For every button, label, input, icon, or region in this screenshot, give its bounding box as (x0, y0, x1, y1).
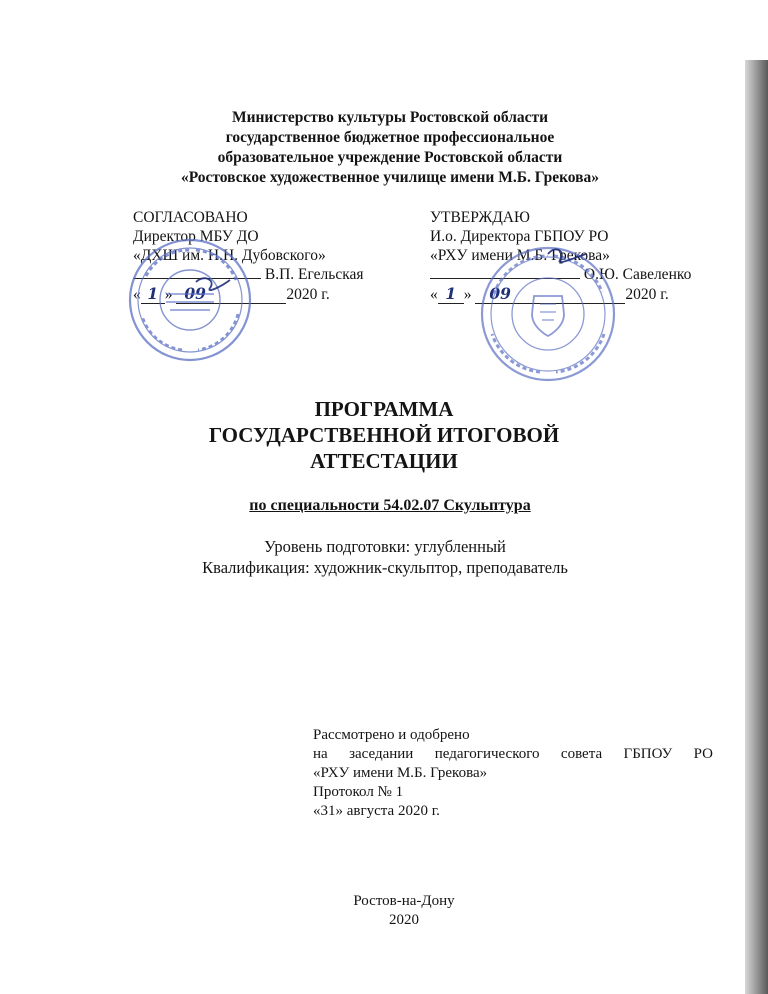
approval-signer: В.П. Егельская (264, 266, 364, 283)
specialty-line: по специальности 54.02.07 Скульптура (249, 497, 531, 514)
footer-year: 2020 (389, 912, 419, 928)
review-word: педагогического (434, 746, 540, 762)
review-line-4: Протокол № 1 (313, 784, 404, 800)
review-line-2 (313, 745, 713, 764)
approval-position: Директор МБУ ДО (133, 228, 259, 245)
approval-signer: О.Ю. Савеленко (583, 266, 692, 283)
header-line-1: Министерство культуры Ростовской области (231, 109, 549, 126)
approval-signature-line (133, 265, 373, 284)
header-line-4: «Ростовское художественное училище имени М.Б. Грекова» (180, 169, 600, 186)
footer-city: Ростов-на-Дону (353, 893, 455, 909)
signature-blank (430, 278, 580, 279)
date-quote-open: « (133, 286, 141, 303)
signature-blank (133, 278, 261, 279)
header-line-2: государственное бюджетное профессиональное (225, 129, 555, 146)
approval-date (430, 284, 710, 303)
approval-heading: СОГЛАСОВАНО (133, 209, 248, 226)
review-line-3: «РХУ имени М.Б. Грекова» (313, 765, 488, 781)
training-level: Уровень подготовки: углубленный (264, 537, 506, 556)
date-month: 09 (176, 284, 286, 304)
approval-heading: УТВЕРЖДАЮ (430, 209, 530, 226)
scan-edge-shadow (745, 60, 768, 994)
institution-header (120, 108, 660, 188)
review-line-5: «31» августа 2020 г. (313, 803, 440, 819)
review-word: заседании (349, 746, 414, 762)
review-word: совета (560, 746, 603, 762)
header-line-3: образовательное учреждение Ростовской области (217, 149, 563, 166)
review-word: на (313, 746, 328, 762)
qualification: Квалификация: художник-скульптор, преподаватель (202, 558, 568, 577)
approval-block-agreed (133, 208, 373, 303)
date-day: 1 (141, 284, 165, 304)
approval-position: И.о. Директора ГБПОУ РО (430, 228, 609, 245)
date-day: 1 (438, 284, 464, 304)
date-quote-close: » (164, 286, 173, 303)
review-word: РО (693, 746, 713, 762)
date-year: 2020 г. (625, 286, 669, 303)
review-note (313, 726, 713, 821)
approval-organization: «РХУ имени М.Б. Грекова» (430, 247, 610, 264)
date-year: 2020 г. (286, 286, 330, 303)
approval-signature-line (430, 265, 710, 284)
title-line-1: ПРОГРАММА (314, 397, 454, 421)
approval-date (133, 284, 373, 303)
place-and-year (334, 892, 474, 930)
date-month: 09 (475, 284, 625, 304)
title-line-2: ГОСУДАРСТВЕННОЙ ИТОГОВОЙ (208, 423, 560, 447)
approval-organization: «ДХШ им. Н.Н. Дубовского» (133, 247, 326, 264)
approval-block-approved (430, 208, 710, 303)
review-line-1: Рассмотрено и одобрено (313, 727, 470, 743)
title-line-3: АТТЕСТАЦИИ (310, 449, 458, 473)
document-title (184, 396, 584, 474)
qualification-info (170, 536, 600, 578)
date-quote-open: « (430, 286, 438, 303)
date-quote-close: » (463, 286, 472, 303)
review-word: ГБПОУ (623, 746, 673, 762)
